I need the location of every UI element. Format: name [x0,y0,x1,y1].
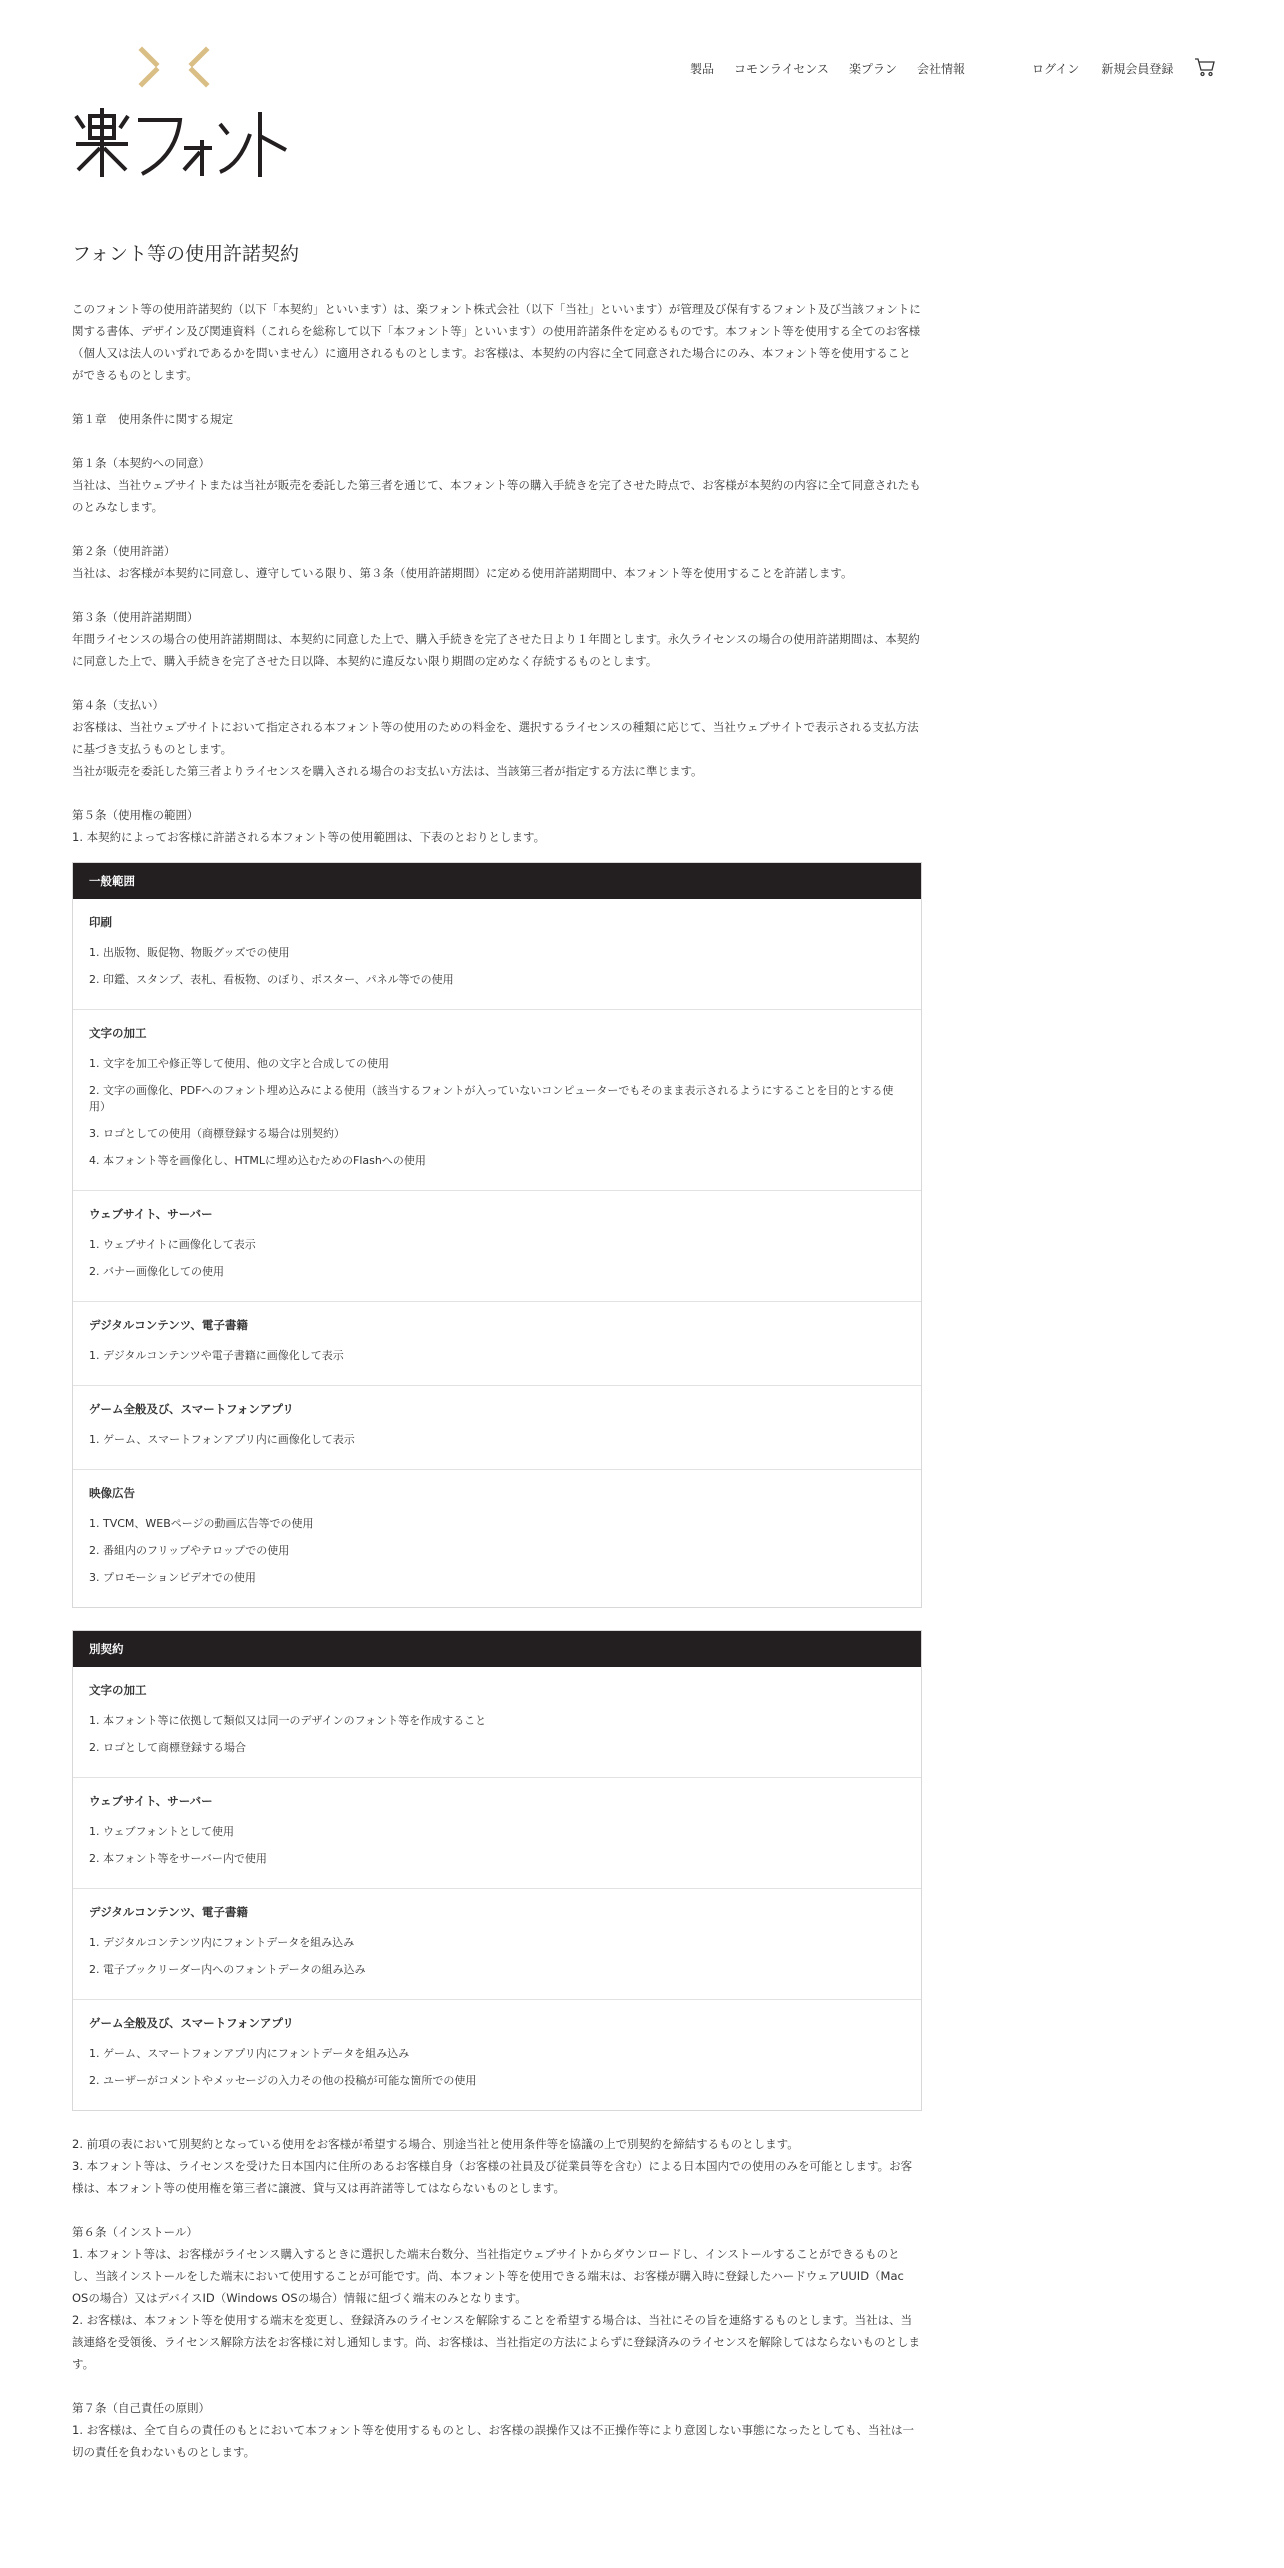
table-row [73,1009,921,1190]
table-row [73,1777,921,1888]
table-row [73,1999,921,2110]
row-heading: 印刷 [89,915,112,929]
usage-table-separate [72,1630,922,2111]
row-heading: 文字の加工 [89,1026,147,1040]
cart-icon[interactable] [1194,56,1216,78]
signup-link[interactable]: 新規会員登録 [1101,62,1174,76]
page-title: フォント等の使用許諾契約 [72,243,300,265]
row-item: 1. ゲーム、スマートフォンアプリ内に画像化して表示 [89,1433,355,1446]
row-item: 3. プロモーションビデオでの使用 [89,1571,256,1584]
table-row [73,1190,921,1301]
row-item: 1. 出版物、販促物、物販グッズでの使用 [89,946,290,959]
table-row [73,1385,921,1469]
article-6: 第６条（インストール） 1. 本フォント等は、お客様がライセンス購入するときに選択した端末台数分、当社指定ウェブサイトからダウンロードし、インストールすることができるものとし、当該インストールをした端末において使用することが可能です。尚、本フォント等を使用できる端末は、お客様が購入時に登録したハードウェアUUID（Mac OSの場合）又はデバイスID（Windows OSの場合）情報に紐づく端末のみとなります。 2. お客様は、本フォント等を使用する端末を変更し、登録済みのライセンスを解除することを希望する場合は、当社にその旨を連絡するものとします。当社は、当該連絡を受領後、ライセンス解除方法をお客様に対し通知します。尚、お客様は、当社指定の方法によらずに登録済みのライセンスを解除してはならないものとします。 [72,2225,921,2371]
row-item: 2. バナー画像化しての使用 [89,1265,224,1278]
main-nav [690,60,965,77]
row-heading: ゲーム全般及び、スマートフォンアプリ [89,1402,294,1416]
login-link[interactable]: ログイン [1032,62,1080,76]
table-header: 別契約 [73,1631,921,1667]
row-item: 2. ロゴとして商標登録する場合 [89,1741,246,1754]
row-item: 2. 印鑑、スタンプ、表札、看板物、のぼり、ポスター、パネル等での使用 [89,973,454,986]
nav-products[interactable]: 製品 [690,62,715,76]
row-item: 1. 本フォント等に依拠して類似又は同一のデザインのフォント等を作成すること [89,1714,487,1727]
article-7: 第７条（自己責任の原則） 1. お客様は、全て自らの責任のもとにおいて本フォント等を使用するものとし、お客様の誤操作又は不正操作等により意図しない事態になったとしても、当社は一切の責任を負わないものとします。 [72,2401,915,2459]
row-heading: ウェブサイト、サーバー [89,1207,213,1221]
row-item: 1. 文字を加工や修正等して使用、他の文字と合成しての使用 [89,1057,389,1070]
table-row [73,1888,921,1999]
nav-common-license[interactable]: コモンライセンス [734,62,829,76]
row-item: 2. 番組内のフリップやテロップでの使用 [89,1544,290,1557]
row-item: 1. TVCM、WEBページの動画広告等での使用 [89,1517,314,1530]
chapter-heading: 第１章 使用条件に関する規定 [72,412,233,426]
row-heading: 文字の加工 [89,1683,147,1697]
nav-raku-plan[interactable]: 楽プラン [848,62,897,76]
row-heading: ウェブサイト、サーバー [89,1794,213,1808]
article-3: 第３条（使用許諾期間） 年間ライセンスの場合の使用許諾期間は、本契約に同意した上で、購入手続きを完了させた日より１年間とします。永久ライセンスの場合の使用許諾期間は、本契約に同意した上で、購入手続きを完了させた日以降、本契約に違反ない限り期間の定めなく存続するものとします。 [72,610,920,668]
row-item: 1. ウェブフォントとして使用 [89,1825,235,1838]
usage-table-general [72,862,922,1608]
table-row [73,899,921,1009]
row-item: 2. 本フォント等をサーバー内で使用 [89,1852,267,1865]
row-item: 1. ウェブサイトに画像化して表示 [89,1238,256,1251]
table-row [73,1667,921,1777]
row-heading: デジタルコンテンツ、電子書籍 [89,1905,248,1919]
row-item: 1. デジタルコンテンツや電子書籍に画像化して表示 [89,1349,344,1362]
article-1: 第１条（本契約への同意） 当社は、当社ウェブサイトまたは当社が販売を委託した第三者を通じて、本フォント等の購入手続きを完了させた時点で、お客様が本契約の内容に全て同意されたものとみなします。 [72,456,921,514]
article-5-continued: 2. 前項の表において別契約となっている使用をお客様が希望する場合、別途当社と使用条件等を協議の上で別契約を締結するものとします。 3. 本フォント等は、ライセンスを受けた日本国内に住所のあるお客様自身（お客様の社員及び従業員等を含む）による日本国内での使用のみを可能とします。お客様は、本フォント等の使用権を第三者に譲渡、貸与又は再許諾等してはならないものとします。 [72,2137,913,2195]
row-item: 3. ロゴとしての使用（商標登録する場合は別契約） [89,1127,345,1140]
auth-links [1032,60,1173,77]
nav-company[interactable]: 会社情報 [916,62,965,76]
table-row [73,1301,921,1385]
row-heading: デジタルコンテンツ、電子書籍 [89,1318,248,1332]
article-5: 第５条（使用権の範囲） 1. 本契約によってお客様に許諾される本フォント等の使用範囲は、下表のとおりとします。 [72,808,546,844]
row-item: 2. 電子ブックリーダー内へのフォントデータの組み込み [89,1963,366,1976]
logo[interactable] [72,44,292,179]
row-item: 1. デジタルコンテンツ内にフォントデータを組み込み [89,1936,355,1949]
row-item: 2. 文字の画像化、PDFへのフォント埋め込みによる使用（該当するフォントが入っていないコンピューターでもそのまま表示されるようにすることを目的とする使用） [89,1084,894,1113]
article-2: 第２条（使用許諾） 当社は、お客様が本契約に同意し、遵守している限り、第３条（使用許諾期間）に定める使用許諾期間中、本フォント等を使用することを許諾します。 [72,544,853,580]
table-row [73,1469,921,1607]
row-item: 4. 本フォント等を画像化し、HTMLに埋め込むためのFlashへの使用 [89,1154,426,1167]
article-4: 第４条（支払い） お客様は、当社ウェブサイトにおいて指定される本フォント等の使用のための料金を、選択するライセンスの種類に応じて、当社ウェブサイトで表示される支払方法に基づき支払うものとします。 当社が販売を委託した第三者よりライセンスを購入される場合のお支払い方法は、当該第三者が指定する方法に準じます。 [72,698,919,778]
row-item: 1. ゲーム、スマートフォンアプリ内にフォントデータを組み込み [89,2047,410,2060]
row-heading: 映像広告 [89,1486,135,1500]
license-document [72,240,922,2485]
intro-paragraph: このフォント等の使用許諾契約（以下「本契約」といいます）は、楽フォント株式会社（以下「当社」といいます）が管理及び保有するフォント及び当該フォントに関する書体、デザイン及び関連資料（これらを総称して以下「本フォント等」といいます）の使用許諾条件を定めるものです。本フォント等を使用する全てのお客様（個人又は法人のいずれであるかを問いません）に適用されるものとします。お客様は、本契約の内容に全て同意された場合にのみ、本フォント等を使用することができるものとします。 [72,302,921,382]
row-heading: ゲーム全般及び、スマートフォンアプリ [89,2016,294,2030]
table-header: 一般範囲 [73,863,921,899]
row-item: 2. ユーザーがコメントやメッセージの入力その他の投稿が可能な箇所での使用 [89,2074,477,2087]
